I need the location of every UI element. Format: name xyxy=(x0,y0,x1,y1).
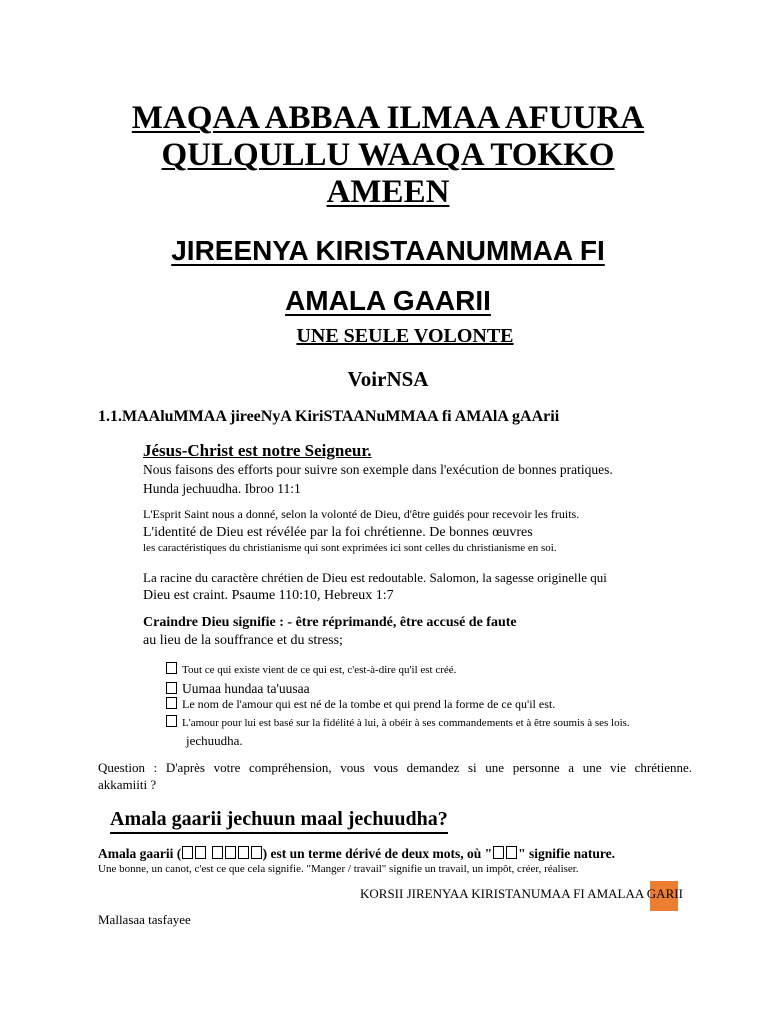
bullet-text: Uumaa hundaa ta'uusaa xyxy=(182,681,310,696)
une-seule-heading: UNE SEULE VOLONTE xyxy=(296,325,514,347)
missing-glyph-icon xyxy=(251,846,262,859)
bullet-box-icon xyxy=(166,715,177,727)
paragraph-line: L'identité de Dieu est révélée par la foi chrétienne. De bonnes œuvres xyxy=(143,525,533,540)
subtitle-line-2: AMALA GAARII xyxy=(285,285,491,316)
bullet-box-icon xyxy=(166,697,177,709)
subtitle-line-1: JIREENYA KIRISTAANUMMAA FI xyxy=(171,235,605,266)
section-heading: 1.1.MAAluMMAA jireeNyA KiriSTAANuMMAA fi AMAlA gAArii xyxy=(98,408,560,425)
amala-definition xyxy=(98,846,615,862)
paragraph-line: L'Esprit Saint nous a donné, selon la volonté de Dieu, d'être guidés pour recevoir les fruits. xyxy=(143,507,580,521)
title-line-3: AMEEN xyxy=(326,174,450,210)
paragraph-line: La racine du caractère chrétien de Dieu est redoutable. Salomon, la sagesse originelle qui xyxy=(143,570,607,585)
amala-def-middle: ) est un terme dérivé de deux mots, où " xyxy=(262,846,493,861)
bullet-text: Tout ce qui existe vient de ce qui est, c'est-à-dire qu'il est créé. xyxy=(182,664,457,676)
paragraph-line: Nous faisons des efforts pour suivre son exemple dans l'exécution de bonnes pratiques. xyxy=(143,462,613,477)
question-text: Question : D'après votre compréhension, vous vous demandez si une personne a une vie chrétienne. xyxy=(98,760,692,775)
missing-glyph-icon xyxy=(506,846,517,859)
paragraph-line: au lieu de la souffrance et du stress; xyxy=(143,633,343,648)
craindre-heading: Craindre Dieu signifie : - être réprimandé, être accusé de faute xyxy=(143,615,517,630)
missing-glyph-icon xyxy=(195,846,206,859)
bullet-box-icon xyxy=(166,662,177,674)
bullet-item xyxy=(166,697,555,712)
footer-title: KORSII JIRENYAA KIRISTANUMAA FI AMALAA GARII xyxy=(360,886,683,901)
missing-glyph-icon xyxy=(212,846,223,859)
paragraph-line: les caractéristiques du christianisme qui sont exprimées ici sont celles du christianisme en soi. xyxy=(143,542,557,554)
missing-glyph-icon xyxy=(238,846,249,859)
missing-glyph-icon xyxy=(493,846,504,859)
title-line-2: QULQULLU WAAQA TOKKO xyxy=(161,137,615,173)
title-line-1: MAQAA ABBAA ILMAA AFUURA xyxy=(131,100,645,136)
missing-glyph-icon xyxy=(182,846,193,859)
voirnsa-heading: VoirNSA xyxy=(347,367,429,391)
amala-def-end: " signifie nature. xyxy=(518,846,615,861)
paragraph-line: Hunda jechuudha. Ibroo 11:1 xyxy=(143,481,301,496)
amala-def-start: Amala gaarii ( xyxy=(98,846,182,861)
bullet-item xyxy=(166,662,456,676)
bullet-box-icon xyxy=(166,682,177,694)
document-subtitle xyxy=(60,226,716,326)
definition-explanation: Une bonne, un canot, c'est ce que cela signifie. "Manger / travail" signifie un travail, un impôt, créer, réaliser. xyxy=(98,863,579,875)
missing-glyph-icon xyxy=(225,846,236,859)
amala-heading: Amala gaarii jechuun maal jechuudha? xyxy=(110,806,448,834)
jesus-heading: Jésus-Christ est notre Seigneur. xyxy=(143,441,372,460)
author-name: Mallasaa tasfayee xyxy=(98,912,191,927)
document-title xyxy=(60,100,716,211)
bullet-text: Le nom de l'amour qui est né de la tombe et qui prend la forme de ce qu'il est. xyxy=(182,697,556,711)
paragraph-line: Dieu est craint. Psaume 110:10, Hebreux 1:7 xyxy=(143,588,394,603)
bullet-continuation: jechuudha. xyxy=(186,733,243,748)
bullet-item xyxy=(166,681,310,697)
bullet-text: L'amour pour lui est basé sur la fidélité à lui, à obéir à ses commandements et à être soumis à ses lois. xyxy=(182,717,630,729)
question-continuation: akkamiiti ? xyxy=(98,777,157,792)
bullet-item xyxy=(166,715,630,729)
